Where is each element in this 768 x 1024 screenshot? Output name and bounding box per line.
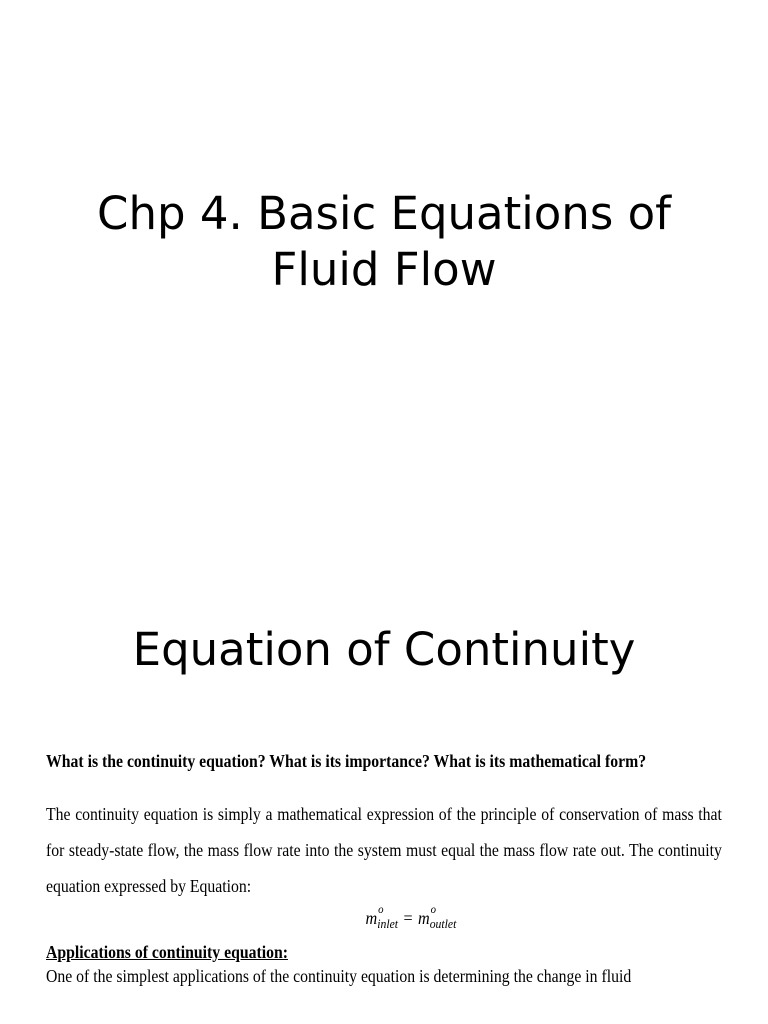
slide-title-line-1: Chp 4. Basic Equations of (97, 187, 671, 240)
rhs-subscript: outlet (429, 916, 457, 931)
equation-lhs (366, 904, 398, 934)
continuity-equation (46, 904, 722, 932)
question-text: What is the continuity equation? What is its importance? What is its mathematical form? (46, 751, 647, 771)
section-title: Equation of Continuity (132, 623, 636, 676)
lhs-subscript: inlet (377, 916, 399, 931)
lhs-symbol: m (365, 908, 378, 928)
applications-heading: Applications of continuity equation: (46, 942, 288, 962)
document-excerpt (46, 748, 722, 988)
equals-sign: = (403, 908, 413, 928)
paragraph-text: The continuity equation is simply a mathematical expression of the principle of conservation of mass that for steady-state flow, the mass flow rate into the system must equal the mass flow rate out. The continuity equation expressed by Equation: (46, 804, 722, 896)
lhs-superscript: o (378, 902, 384, 916)
rhs-superscript: o (430, 902, 436, 916)
applications-text: One of the simplest applications of the continuity equation is determining the change in fluid (46, 966, 632, 986)
equation-rhs (418, 904, 456, 934)
slide-title (0, 186, 768, 298)
slide-title-line-2: Fluid Flow (271, 243, 497, 296)
rhs-symbol: m (417, 908, 430, 928)
